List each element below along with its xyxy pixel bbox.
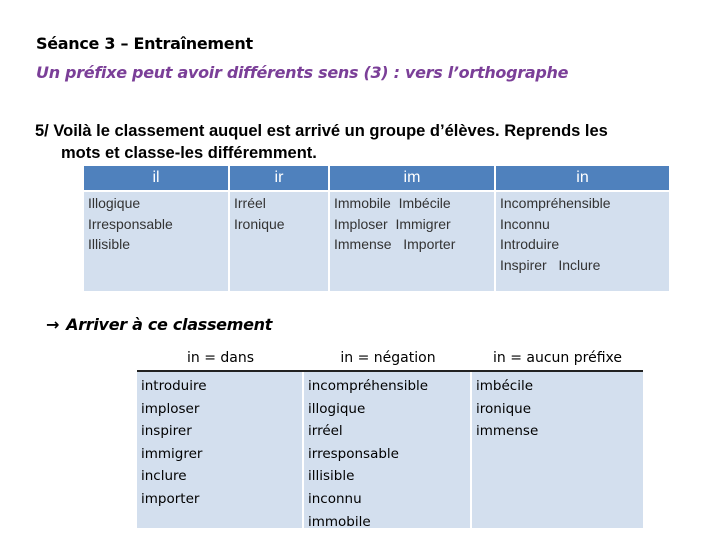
word-cell: Introduire [500, 236, 560, 252]
table-header-row [137, 346, 643, 372]
word-cell: Immense Importer [334, 236, 456, 252]
word-cell: irresponsable [308, 445, 399, 462]
target-classification-table [137, 346, 643, 528]
word-cell: irréel [308, 423, 343, 440]
right-arrow-icon: → [46, 315, 60, 334]
word-cell: illisible [308, 468, 355, 485]
column-ir [230, 192, 330, 291]
word-cell: Inspirer Inclure [500, 256, 601, 273]
arrow-instruction [46, 315, 272, 334]
word-cell: imploser [141, 400, 200, 417]
column-header-in-aucun-prefixe: in = aucun préfixe [493, 350, 622, 366]
word-cell: inspirer [141, 423, 192, 440]
page-subtitle: Un préfixe peut avoir différents sens (3) : vers l’orthographe [36, 63, 569, 82]
word-cell: Inconnu [500, 215, 550, 232]
word-cell: Incompréhensible [500, 195, 611, 211]
instruction-line-2: mots et classe-les différemment. [61, 144, 317, 162]
column-il [84, 192, 230, 291]
column-header-in-dans: in = dans [186, 350, 255, 366]
table-body-row [84, 190, 669, 291]
word-cell: inconnu [308, 490, 362, 507]
column-header-im: im [330, 166, 496, 190]
column-im [330, 192, 496, 291]
word-cell: immigrer [141, 445, 203, 462]
table-body-row [137, 372, 643, 528]
word-cell: incompréhensible [308, 378, 429, 394]
word-cell: importer [141, 490, 200, 507]
column-in-negation [304, 372, 472, 528]
word-cell: illogique [308, 400, 366, 417]
word-cell: Illisible [88, 236, 131, 252]
word-cell: Immobile Imbécile [334, 195, 451, 211]
word-cell: Ironique [234, 215, 285, 232]
word-cell: Imploser Immigrer [334, 215, 451, 232]
column-in-dans [137, 372, 304, 528]
word-cell: introduire [141, 378, 207, 394]
word-cell: ironique [476, 400, 532, 417]
word-cell: Irréel [234, 195, 266, 211]
word-cell: inclure [141, 468, 187, 485]
word-cell: immobile [308, 513, 371, 530]
arrow-instruction-text: Arriver à ce classement [66, 315, 273, 334]
column-header-in: in [576, 169, 589, 186]
column-in [496, 192, 669, 291]
word-cell: Illogique [88, 195, 141, 211]
table-header-row [84, 166, 669, 190]
word-cell: immense [476, 423, 539, 440]
column-header-ir: ir [230, 166, 330, 190]
word-cell: Irresponsable [88, 215, 173, 232]
column-header-in-negation: in = négation [340, 350, 436, 366]
instruction-line-1: 5/ Voilà le classement auquel est arrivé un groupe d’élèves. Reprends les [35, 122, 608, 140]
page-title: Séance 3 – Entraînement [36, 34, 253, 53]
column-header-il: il [84, 166, 230, 190]
instruction [35, 120, 675, 164]
student-classification-table [84, 166, 669, 291]
column-in-aucun-prefixe [472, 372, 643, 528]
word-cell: imbécile [476, 378, 534, 394]
